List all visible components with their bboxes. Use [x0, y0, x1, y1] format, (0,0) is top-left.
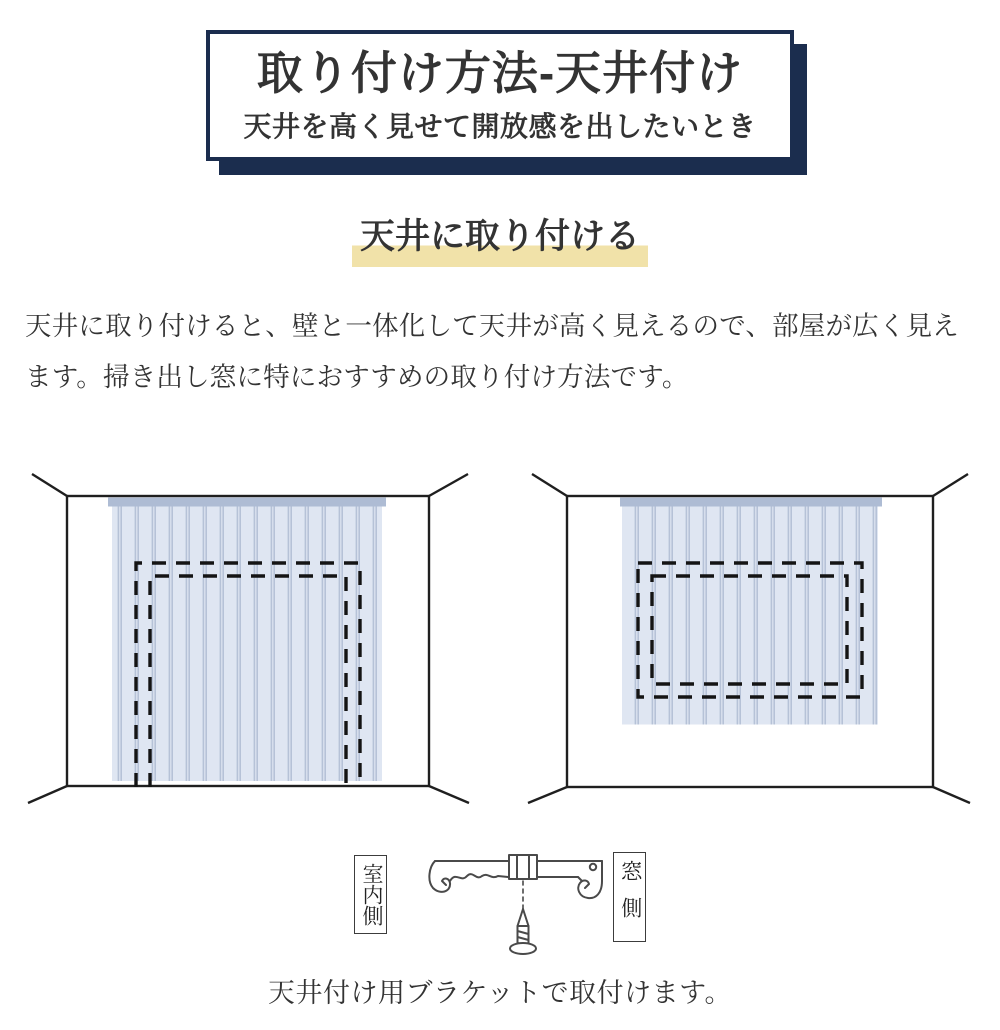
body-paragraph: 天井に取り付けると、壁と一体化して天井が高く見えるので、部屋が広く見えます。掃き出し窓に特におすすめの取り付け方法です。 — [25, 311, 959, 392]
section-heading — [0, 219, 1000, 267]
blind-slats — [112, 506, 382, 781]
bracket-caption: 天井付け用ブラケットで取付けます。 — [268, 977, 732, 1008]
ceiling-bracket-icon — [421, 847, 611, 955]
label-indoor-side: 室内側 — [354, 855, 387, 934]
diagram-floor-window — [20, 466, 480, 811]
page-subtitle: 天井を高く見せて開放感を出したいとき — [243, 111, 757, 143]
diagram-half-window — [520, 466, 980, 811]
label-window-side: 窓側 — [613, 852, 646, 942]
bracket-figure — [0, 847, 1000, 955]
header-box — [206, 30, 794, 161]
blind-slats — [622, 506, 878, 724]
blind-rail — [620, 497, 882, 506]
blind-rail — [108, 497, 386, 506]
diagram-row — [0, 466, 1000, 811]
page-title: 取り付け方法-天井付け — [256, 47, 744, 99]
section-heading-text: 天井に取り付ける — [352, 219, 648, 267]
page — [0, 30, 1000, 1030]
